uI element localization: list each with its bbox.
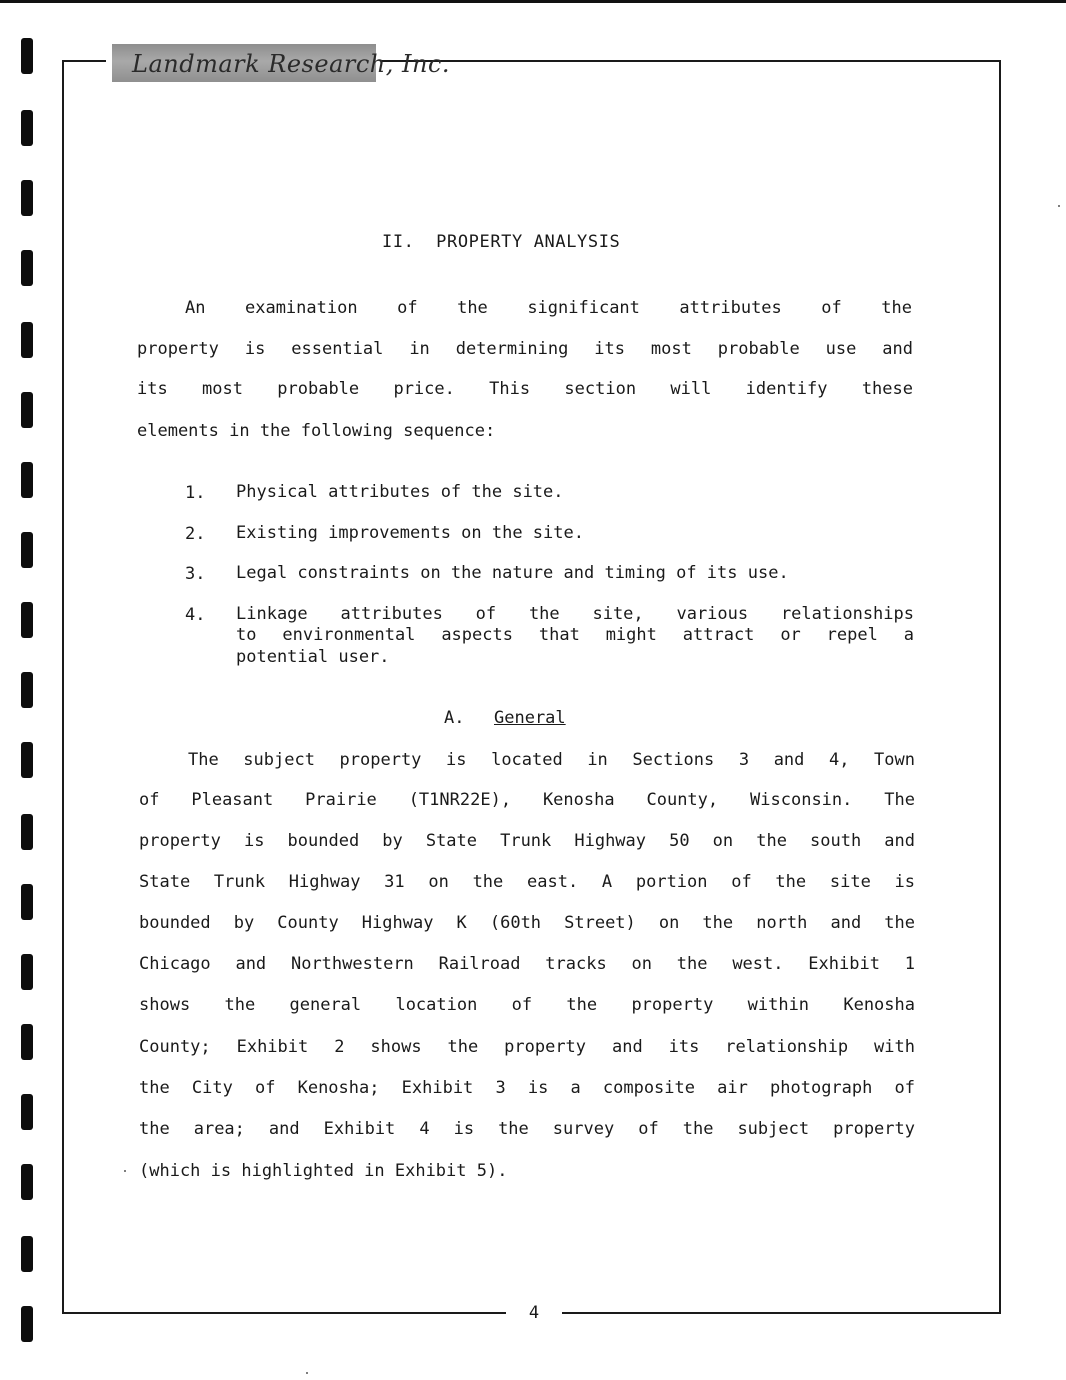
list-item-text: Linkage attributes of the site, various relationships	[236, 604, 914, 624]
body-line: The subject property is located in Sections 3 and 4, Town	[188, 750, 915, 770]
list-item-number: 3.	[185, 564, 206, 584]
binder-hole	[21, 814, 33, 850]
intro-line: property is essential in determining its most probable use and	[137, 339, 913, 359]
scan-speck	[306, 1372, 308, 1374]
subsection-title: General	[494, 708, 566, 728]
binder-hole	[21, 250, 33, 286]
body-line: bounded by County Highway K (60th Street) on the north and the	[139, 913, 915, 933]
binder-hole	[21, 462, 33, 498]
intro-line: An examination of the significant attributes of the	[185, 298, 912, 318]
binder-hole	[21, 1306, 33, 1342]
body-line: of Pleasant Prairie (T1NR22E), Kenosha County, Wisconsin. The	[139, 790, 915, 810]
list-item-number: 2.	[185, 524, 206, 544]
body-line: State Trunk Highway 31 on the east. A portion of the site is	[139, 872, 915, 892]
binder-hole	[21, 672, 33, 708]
intro-line: its most probable price. This section will identify these	[137, 379, 913, 399]
list-item-text: potential user.	[236, 647, 390, 667]
list-item-number: 4.	[185, 605, 206, 625]
binder-hole	[21, 742, 33, 778]
subsection-letter: A.	[444, 708, 465, 728]
binder-hole	[21, 322, 33, 358]
company-logo: Landmark Research, Inc.	[112, 44, 376, 82]
list-item-text: to environmental aspects that might attract or repel a	[236, 625, 914, 645]
binder-hole	[21, 110, 33, 146]
list-item-text: Legal constraints on the nature and timing of its use.	[236, 563, 789, 583]
body-line: shows the general location of the property within Kenosha	[139, 995, 915, 1015]
binder-hole	[21, 532, 33, 568]
binder-hole	[21, 392, 33, 428]
body-line: (which is highlighted in Exhibit 5).	[139, 1161, 508, 1181]
body-line: property is bounded by State Trunk Highway 50 on the south and	[139, 831, 915, 851]
list-item-text: Physical attributes of the site.	[236, 482, 564, 502]
body-line: County; Exhibit 2 shows the property and its relationship with	[139, 1037, 915, 1057]
binder-hole	[21, 1164, 33, 1200]
scan-speck	[1058, 205, 1060, 207]
binder-punch-holes	[0, 0, 40, 1380]
list-item-number: 1.	[185, 483, 206, 503]
binder-hole	[21, 38, 33, 74]
top-edge-rule	[0, 0, 1066, 3]
intro-line: elements in the following sequence:	[137, 421, 496, 441]
scan-speck	[124, 1170, 126, 1172]
body-line: the area; and Exhibit 4 is the survey of the subject property	[139, 1119, 915, 1139]
page-number: 4	[528, 1303, 540, 1323]
binder-hole	[21, 884, 33, 920]
binder-hole	[21, 1024, 33, 1060]
section-heading: II. PROPERTY ANALYSIS	[382, 232, 621, 252]
binder-hole	[21, 180, 33, 216]
body-line: the City of Kenosha; Exhibit 3 is a composite air photograph of	[139, 1078, 915, 1098]
binder-hole	[21, 1094, 33, 1130]
body-line: Chicago and Northwestern Railroad tracks on the west. Exhibit 1	[139, 954, 915, 974]
binder-hole	[21, 954, 33, 990]
list-item-text: Existing improvements on the site.	[236, 523, 584, 543]
binder-hole	[21, 1236, 33, 1272]
binder-hole	[21, 602, 33, 638]
